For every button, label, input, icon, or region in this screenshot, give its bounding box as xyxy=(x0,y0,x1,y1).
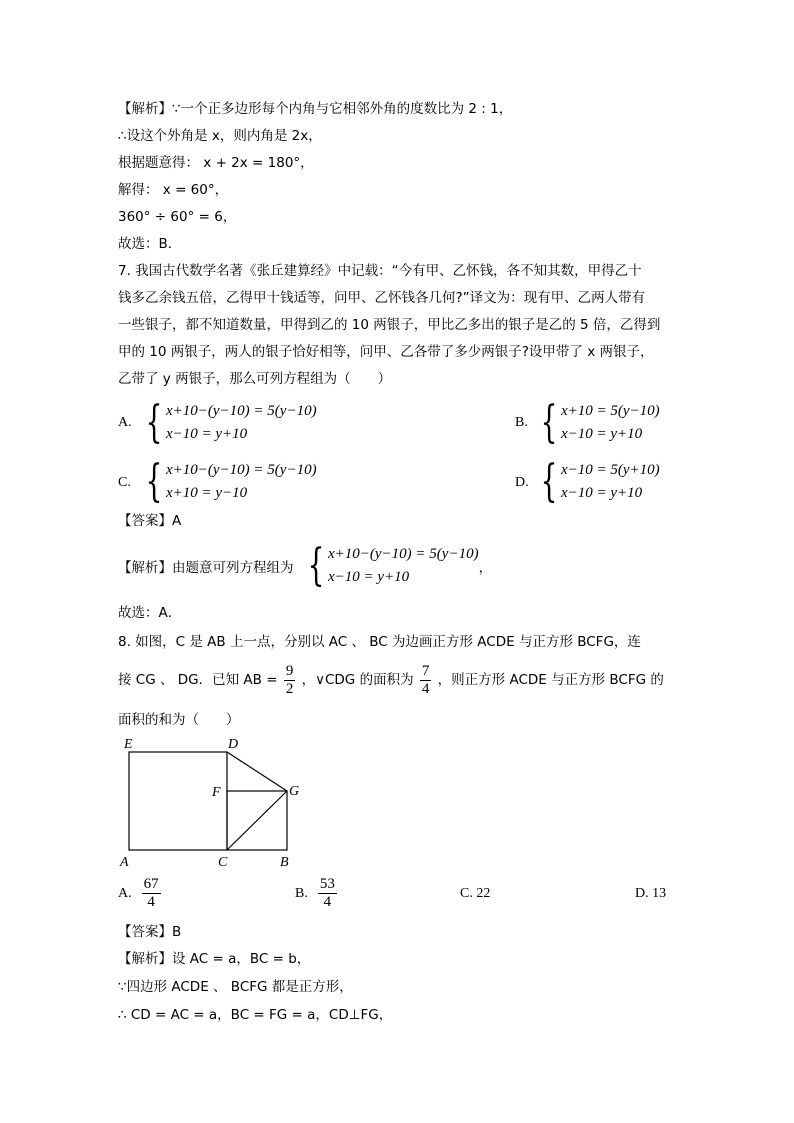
q7-text-line: 一些银子，都不知道数量，甲得到乙的 10 两银子，甲比乙多出的银子是乙的 5 倍，乙得到 xyxy=(118,317,661,333)
option-value: 22 xyxy=(476,886,491,901)
numerator: 67 xyxy=(143,876,159,892)
fraction-area xyxy=(420,663,432,698)
q7-option-b xyxy=(535,397,660,448)
fraction xyxy=(142,876,161,911)
q7-option-a-label: A. xyxy=(118,415,132,430)
q8-option-c xyxy=(460,886,490,902)
brace-icon: { xyxy=(145,456,163,507)
q7-option-b-label: B. xyxy=(515,415,528,430)
square-acde xyxy=(129,752,227,850)
option-value: 13 xyxy=(652,886,667,901)
q7-option-c xyxy=(140,456,317,507)
label-c: C xyxy=(218,855,228,870)
q8-solution-line: ∵四边形 ACDE 、 BCFG 都是正方形， xyxy=(118,979,353,995)
numerator: 53 xyxy=(319,876,335,892)
q7-text-line: 钱多乙余钱五倍，乙得甲十钱适等，问甲、乙怀钱各几何?”译文为：现有甲、乙两人带有 xyxy=(118,290,646,306)
q7-option-a xyxy=(140,397,317,448)
q6-solution-line: 360° ÷ 60° = 6， xyxy=(118,209,237,225)
equation: x−10 = y+10 xyxy=(561,426,643,442)
denominator: 4 xyxy=(147,894,155,910)
equation: x+10−(y−10) = 5(y−10) xyxy=(328,546,479,562)
q8-solution-line: 【解析】设 AC = a，BC = b， xyxy=(118,951,311,967)
option-label: C. xyxy=(460,886,473,901)
q7-answer: 【答案】A xyxy=(118,513,182,529)
q7-conclusion: 故选：A． xyxy=(118,605,182,621)
equation: x−10 = y+10 xyxy=(328,569,410,585)
q7-text-line: 甲的 10 两银子，两人的银子恰好相等，问甲、乙各带了多少两银子?设甲带了 x 两银子， xyxy=(118,344,654,360)
q7-solution-prefix: 【解析】由题意可列方程组为 xyxy=(118,560,294,576)
label-a: A xyxy=(120,855,129,870)
label-b: B xyxy=(280,855,289,870)
denominator: 4 xyxy=(421,680,430,697)
equation: x+10−(y−10) = 5(y−10) xyxy=(166,462,317,478)
fraction xyxy=(318,876,337,911)
denominator: 2 xyxy=(285,680,294,697)
fraction-ab xyxy=(284,663,296,698)
q8-text-line xyxy=(118,660,664,700)
q7-option-d xyxy=(535,456,660,507)
text: ，则正方形 ACDE 与正方形 BCFG 的 xyxy=(437,672,664,688)
numerator: 9 xyxy=(285,662,294,679)
brace-icon: { xyxy=(307,540,325,591)
q6-solution-line: 解得： x = 60°， xyxy=(118,182,229,198)
numerator: 7 xyxy=(421,662,430,679)
equation: x+10 = y−10 xyxy=(166,485,248,501)
q8-text-line: 8. 如图，C 是 AB 上一点，分别以 AC 、 BC 为边画正方形 ACDE 与正方形 BCFG，连 xyxy=(118,634,641,650)
q7-solution-system xyxy=(302,540,493,591)
equation: x−10 = y+10 xyxy=(561,485,643,501)
option-label: A. xyxy=(118,885,132,901)
equation: x−10 = y+10 xyxy=(166,426,248,442)
text: ，∨CDG 的面积为 xyxy=(301,672,414,688)
brace-icon: { xyxy=(540,456,558,507)
q6-solution-line: 根据题意得： x + 2x = 180°， xyxy=(118,155,314,171)
denominator: 4 xyxy=(323,894,332,910)
segment-dg xyxy=(227,752,287,791)
label-g: G xyxy=(289,784,300,799)
equation: x+10−(y−10) = 5(y−10) xyxy=(166,403,317,419)
equation: x+10 = 5(y−10) xyxy=(561,403,660,419)
brace-icon: { xyxy=(145,397,163,448)
q8-text-line: 面积的和为（ ） xyxy=(118,712,240,728)
q8-option-b xyxy=(295,876,339,911)
equation: x−10 = 5(y+10) xyxy=(561,462,660,478)
option-label: D. xyxy=(635,886,649,901)
q6-solution-line: 【解析】∵一个正多边形每个内角与它相邻外角的度数比为 2 : 1， xyxy=(118,101,513,117)
q6-solution-line: 故选：B． xyxy=(118,236,182,252)
geometry-figure xyxy=(110,730,320,870)
option-label: B. xyxy=(295,885,308,901)
q6-solution-line: ∴设这个外角是 x，则内角是 2x， xyxy=(118,128,322,144)
q8-answer: 【答案】B xyxy=(118,924,182,940)
q7-option-c-label: C. xyxy=(118,475,131,490)
q7-text-line: 乙带了 y 两银子，那么可列方程组为（ ） xyxy=(118,371,392,387)
q8-option-d xyxy=(635,886,666,902)
segment-cg xyxy=(227,791,287,850)
label-f: F xyxy=(212,785,221,800)
label-e: E xyxy=(124,737,133,752)
q8-option-a xyxy=(118,876,163,911)
q7-text-line: 7. 我国古代数学名著《张丘建算经》中记载：“今有甲、乙怀钱，各不知其数，甲得乙十 xyxy=(118,263,642,279)
label-d: D xyxy=(228,737,239,752)
brace-icon: { xyxy=(540,397,558,448)
comma: ， xyxy=(478,560,493,576)
q7-option-d-label: D. xyxy=(515,475,529,490)
text: 接 CG 、 DG．已知 AB = xyxy=(118,672,278,688)
q8-solution-line: ∴ CD = AC = a，BC = FG = a，CD⊥FG， xyxy=(118,1007,393,1023)
